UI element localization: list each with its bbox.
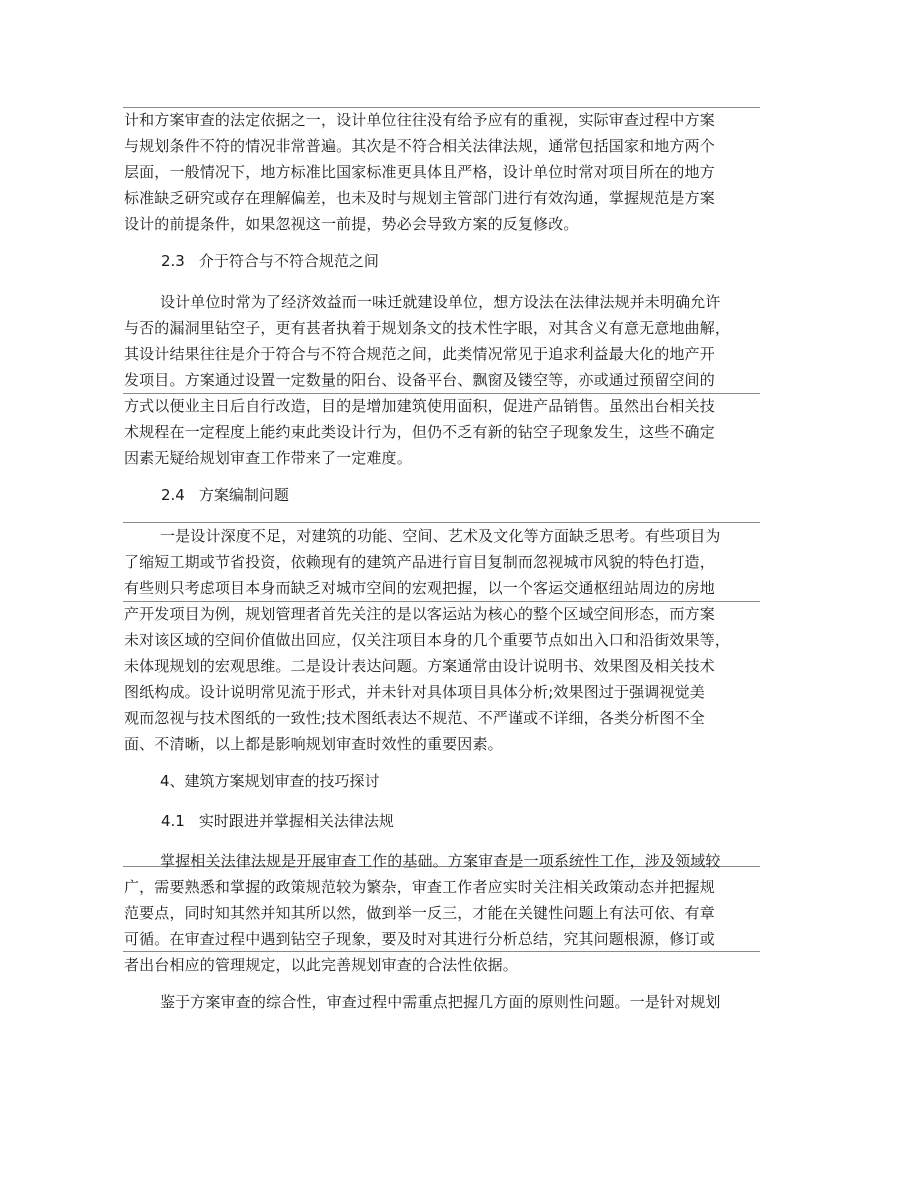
text-line: 观而忽视与技术图纸的一致性;技术图纸表达不规范、不严谨或不详细，各类分析图不全	[124, 709, 705, 727]
text-line: 术规程在一定程度上能约束此类设计行为，但仍不乏有新的钻空子现象发生，这些不确定	[124, 423, 715, 441]
text-line: 一是设计深度不足，对建筑的功能、空间、艺术及文化等方面缺乏思考。有些项目为	[160, 527, 721, 545]
text-line: 与规划条件不符的情况非常普遍。其次是不符合相关法律法规，通常包括国家和地方两个	[124, 137, 715, 155]
text-line: 设计单位时常为了经济效益而一味迁就建设单位，想方设法在法律法规并未明确允许	[160, 293, 721, 311]
horizontal-rule	[123, 951, 760, 952]
text-line: 者出台相应的管理规定，以此完善规划审查的合法性依据。	[124, 956, 518, 974]
section-heading-4: 4、建筑方案规划审查的技巧探讨	[160, 772, 380, 790]
text-line: 未对该区域的空间价值做出回应，仅关注项目本身的几个重要节点如出入口和沿街效果等，	[124, 631, 731, 649]
section-title: 介于符合与不符合规范之间	[198, 252, 379, 270]
horizontal-rule	[123, 393, 760, 394]
text-line: 范要点，同时知其然并知其所以然，做到举一反三，才能在关键性问题上有法可依、有章	[124, 904, 715, 922]
text-line: 广，需要熟悉和掌握的政策规范较为繁杂，审查工作者应实时关注相关政策动态并把握规	[124, 878, 715, 896]
text-line: 其设计结果往往是介于符合与不符合规范之间，此类情况常见于追求利益最大化的地产开	[124, 345, 715, 363]
section-heading-2-3	[161, 251, 379, 271]
text-line: 方式以便业主日后自行改造，目的是增加建筑使用面积，促进产品销售。虽然出台相关技	[124, 397, 715, 415]
text-line: 层面，一般情况下，地方标准比国家标准更具体且严格，设计单位时常对项目所在的地方	[124, 163, 715, 181]
text-line: 发项目。方案通过设置一定数量的阳台、设备平台、飘窗及镂空等，亦或通过预留空间的	[124, 371, 715, 389]
text-line: 鉴于方案审查的综合性，审查过程中需重点把握几方面的原则性问题。一是针对规划	[160, 993, 721, 1011]
text-line: 未体现规划的宏观思维。二是设计表达问题。方案通常由设计说明书、效果图及相关技术	[124, 657, 715, 675]
text-line: 设计的前提条件，如果忽视这一前提，势必会导致方案的反复修改。	[124, 215, 579, 233]
section-title: 方案编制问题	[198, 486, 289, 504]
text-line: 产开发项目为例，规划管理者首先关注的是以客运站为核心的整个区域空间形态，而方案	[124, 605, 715, 623]
section-title: 实时跟进并掌握相关法律法规	[198, 812, 394, 830]
horizontal-rule	[123, 522, 760, 523]
section-number: 2.3	[161, 252, 185, 270]
text-line: 有些则只考虑项目本身而缺乏对城市空间的宏观把握，以一个客运交通枢纽站周边的房地	[124, 579, 715, 597]
text-line: 计和方案审查的法定依据之一，设计单位往往没有给予应有的重视，实际审查过程中方案	[124, 111, 715, 129]
section-number: 4.1	[161, 812, 185, 830]
text-line: 因素无疑给规划审查工作带来了一定难度。	[124, 449, 412, 467]
text-line: 与否的漏洞里钻空子，更有甚者执着于规划条文的技术性字眼，对其含义有意无意地曲解，	[124, 319, 731, 337]
horizontal-rule	[123, 601, 760, 602]
text-line: 掌握相关法律法规是开展审查工作的基础。方案审查是一项系统性工作，涉及领域较	[160, 852, 721, 870]
text-line: 标准缺乏研究或存在理解偏差，也未及时与规划主管部门进行有效沟通，掌握规范是方案	[124, 189, 715, 207]
section-heading-4-1	[161, 811, 394, 831]
text-line: 图纸构成。设计说明常见流于形式，并未针对具体项目具体分析;效果图过于强调视觉美	[124, 683, 705, 701]
section-heading-2-4	[161, 485, 289, 505]
text-line: 面、不清晰，以上都是影响规划审查时效性的重要因素。	[124, 735, 503, 753]
text-line: 可循。在审查过程中遇到钻空子现象，要及时对其进行分析总结，究其问题根源，修订或	[124, 930, 715, 948]
horizontal-rule	[123, 107, 760, 108]
text-line: 了缩短工期或节省投资，依赖现有的建筑产品进行盲目复制而忽视城市风貌的特色打造，	[124, 553, 715, 571]
section-number: 2.4	[161, 486, 185, 504]
